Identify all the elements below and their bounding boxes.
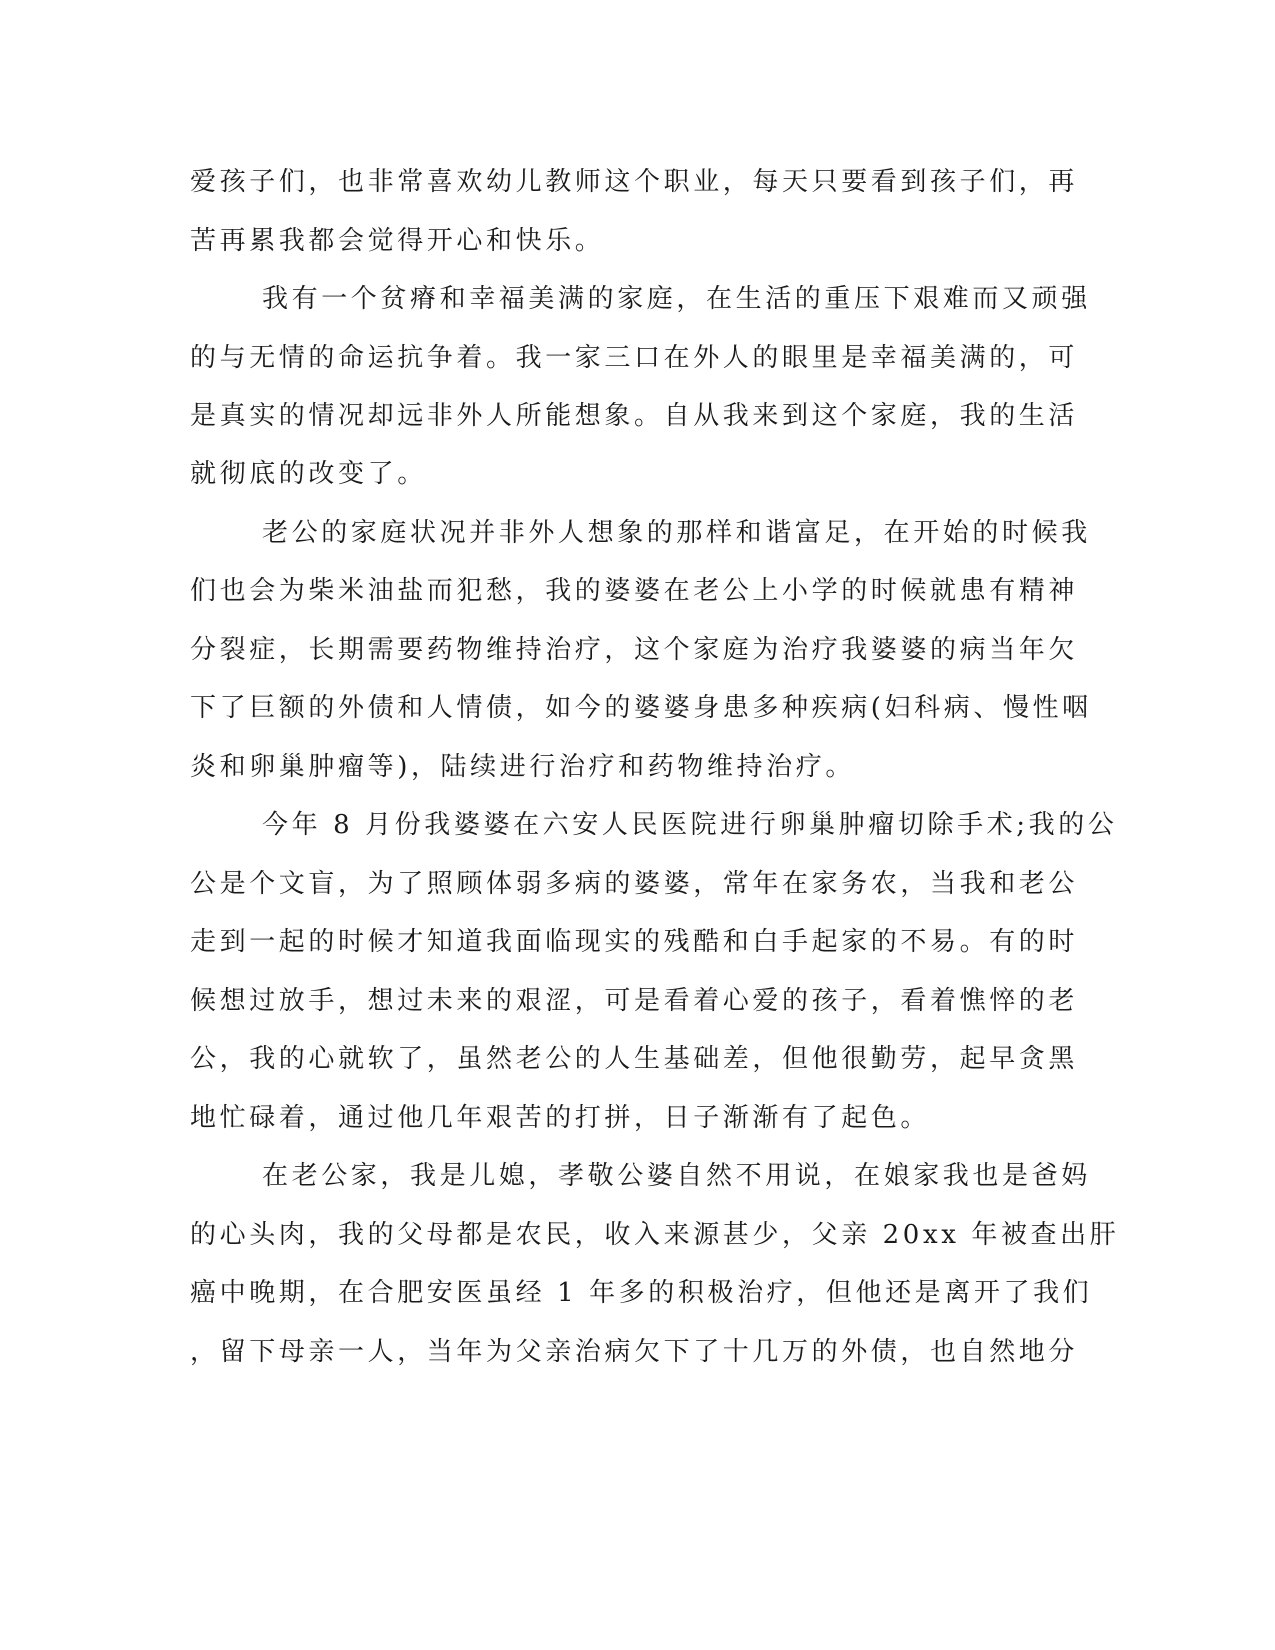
paragraph-first-line: 今年 8 月份我婆婆在六安人民医院进行卵巢肿瘤切除手术;我的公	[262, 810, 1118, 840]
text-line: 就彻底的改变了。	[190, 459, 427, 489]
text-line: 炎和卵巢肿瘤等)，陆续进行治疗和药物维持治疗。	[190, 752, 855, 782]
text-line: 是真实的情况却远非外人所能想象。自从我来到这个家庭，我的生活	[190, 401, 1079, 431]
text-line: 候想过放手，想过未来的艰涩，可是看着心爱的孩子，看着憔悴的老	[190, 986, 1079, 1016]
paragraph-first-line: 在老公家，我是儿媳，孝敬公婆自然不用说，在娘家我也是爸妈	[262, 1161, 1091, 1191]
text-line: 走到一起的时候才知道我面临现实的残酷和白手起家的不易。有的时	[190, 927, 1079, 957]
text-line: 的心头肉，我的父母都是农民，收入来源甚少，父亲 20xx 年被查出肝	[190, 1220, 1120, 1250]
text-line: 们也会为柴米油盐而犯愁，我的婆婆在老公上小学的时候就患有精神	[190, 576, 1079, 606]
text-line: 公，我的心就软了，虽然老公的人生基础差，但他很勤劳，起早贪黑	[190, 1044, 1079, 1074]
text-line: 苦再累我都会觉得开心和快乐。	[190, 226, 605, 256]
text-line: 的与无情的命运抗争着。我一家三口在外人的眼里是幸福美满的，可	[190, 343, 1079, 373]
text-line: 分裂症，长期需要药物维持治疗，这个家庭为治疗我婆婆的病当年欠	[190, 635, 1079, 665]
text-line: 癌中晚期，在合肥安医虽经 1 年多的积极治疗，但他还是离开了我们	[190, 1278, 1093, 1308]
text-line: 下了巨额的外债和人情债，如今的婆婆身患多种疾病(妇科病、慢性咽	[190, 693, 1092, 723]
text-line: 爱孩子们，也非常喜欢幼儿教师这个职业，每天只要看到孩子们，再	[190, 167, 1079, 197]
paragraph-first-line: 老公的家庭状况并非外人想象的那样和谐富足，在开始的时候我	[262, 518, 1091, 548]
text-line: 地忙碌着，通过他几年艰苦的打拼，日子渐渐有了起色。	[190, 1103, 931, 1133]
text-line: 公是个文盲，为了照顾体弱多病的婆婆，常年在家务农，当我和老公	[190, 869, 1079, 899]
paragraph-first-line: 我有一个贫瘠和幸福美满的家庭，在生活的重压下艰难而又顽强	[262, 284, 1091, 314]
text-line: ，留下母亲一人，当年为父亲治病欠下了十几万的外债，也自然地分	[190, 1337, 1079, 1367]
